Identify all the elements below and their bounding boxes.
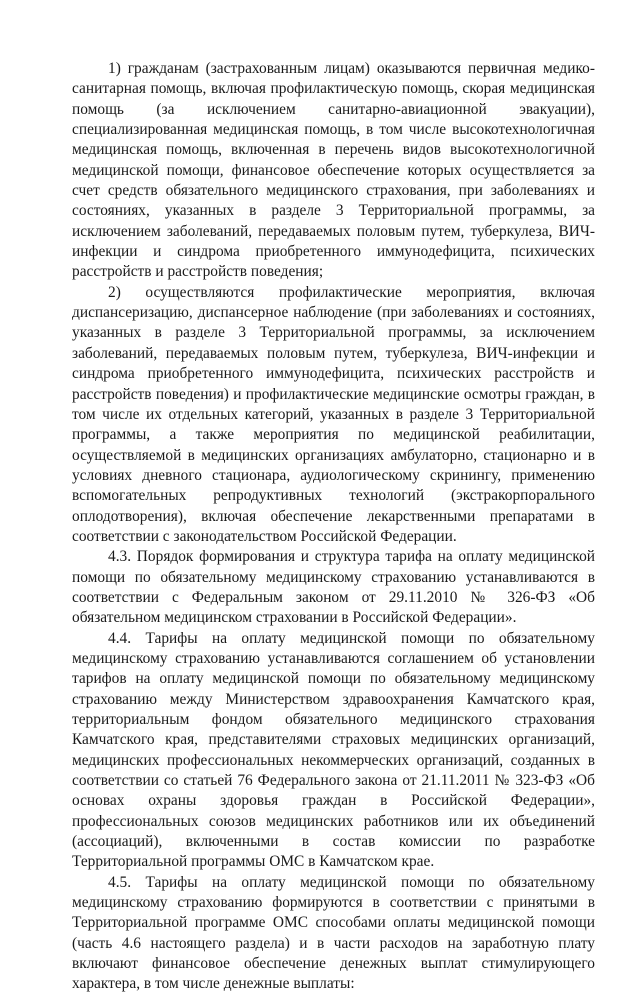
paragraph-4-5: 4.5. Тарифы на оплату медицинской помощи по обязательному медицинскому страхованию формируются в соответствии с принятыми в Территориальной программе ОМС способами оплаты медицинской помощи (часть 4.6 настоящего раздела) и в части расходов на заработную плату включают финансовое обеспечение денежных выплат стимулирующего характера, в том числе денежные выплаты: <box>72 873 595 993</box>
document-page <box>72 59 595 995</box>
paragraph-4-4: 4.4. Тарифы на оплату медицинской помощи по обязательному медицинскому страхованию устанавливаются соглашением об установлении тарифов на оплату медицинской помощи по обязательному медицинскому страхованию между Министерством здравоохранения Камчатского края, территориальным фондом обязательного медицинского страхования Камчатского края, представителями страховых медицинских организаций, медицинских профессиональных некоммерческих организаций, созданных в соответствии со статьей 76 Федерального закона от 21.11.2011 № 323-ФЗ «Об основах охраны здоровья граждан в Российской Федерации», профессиональных союзов медицинских работников или их объединений (ассоциаций), включенными в состав комиссии по разработке Территориальной программы ОМС в Камчатском крае. <box>72 629 595 871</box>
paragraph-item-1: 1) гражданам (застрахованным лицам) оказываются первичная медико-санитарная помощь, включая профилактическую помощь, скорая медицинская помощь (за исключением санитарно-авиационной эвакуации), специализированная медицинская помощь, в том числе высокотехнологичная медицинская помощь, включенная в перечень видов высокотехнологичной медицинской помощи, финансовое обеспечение которых осуществляется за счет средств обязательного медицинского страхования, при заболеваниях и состояниях, указанных в разделе 3 Территориальной программы, за исключением заболеваний, передаваемых половым путем, туберкулеза, ВИЧ-инфекции и синдрома приобретенного иммунодефицита, психических расстройств и расстройств поведения; <box>72 60 595 281</box>
paragraph-item-2: 2) осуществляются профилактические мероприятия, включая диспансеризацию, диспансерное наблюдение (при заболеваниях и состояниях, указанных в разделе 3 Территориальной программы, за исключением заболеваний, передаваемых половым путем, туберкулеза, ВИЧ-инфекции и синдрома приобретенного иммунодефицита, психических расстройств и расстройств поведения) и профилактические медицинские осмотры граждан, в том числе их отдельных категорий, указанных в разделе 3 Территориальной программы, а также мероприятия по медицинской реабилитации, осуществляемой в медицинских организациях амбулаторно, стационарно и в условиях дневного стационара, аудиологическому скринингу, применению вспомогательных репродуктивных технологий (экстракорпорального оплодотворения), включая обеспечение лекарственными препаратами в соответствии с законодательством Российской Федерации. <box>72 283 595 545</box>
paragraph-4-3: 4.3. Порядок формирования и структура тарифа на оплату медицинской помощи по обязательному медицинскому страхованию устанавливаются в соответствии с Федеральным законом от 29.11.2010 № 326-ФЗ «Об обязательном медицинском страховании в Российской Федерации». <box>72 548 595 627</box>
